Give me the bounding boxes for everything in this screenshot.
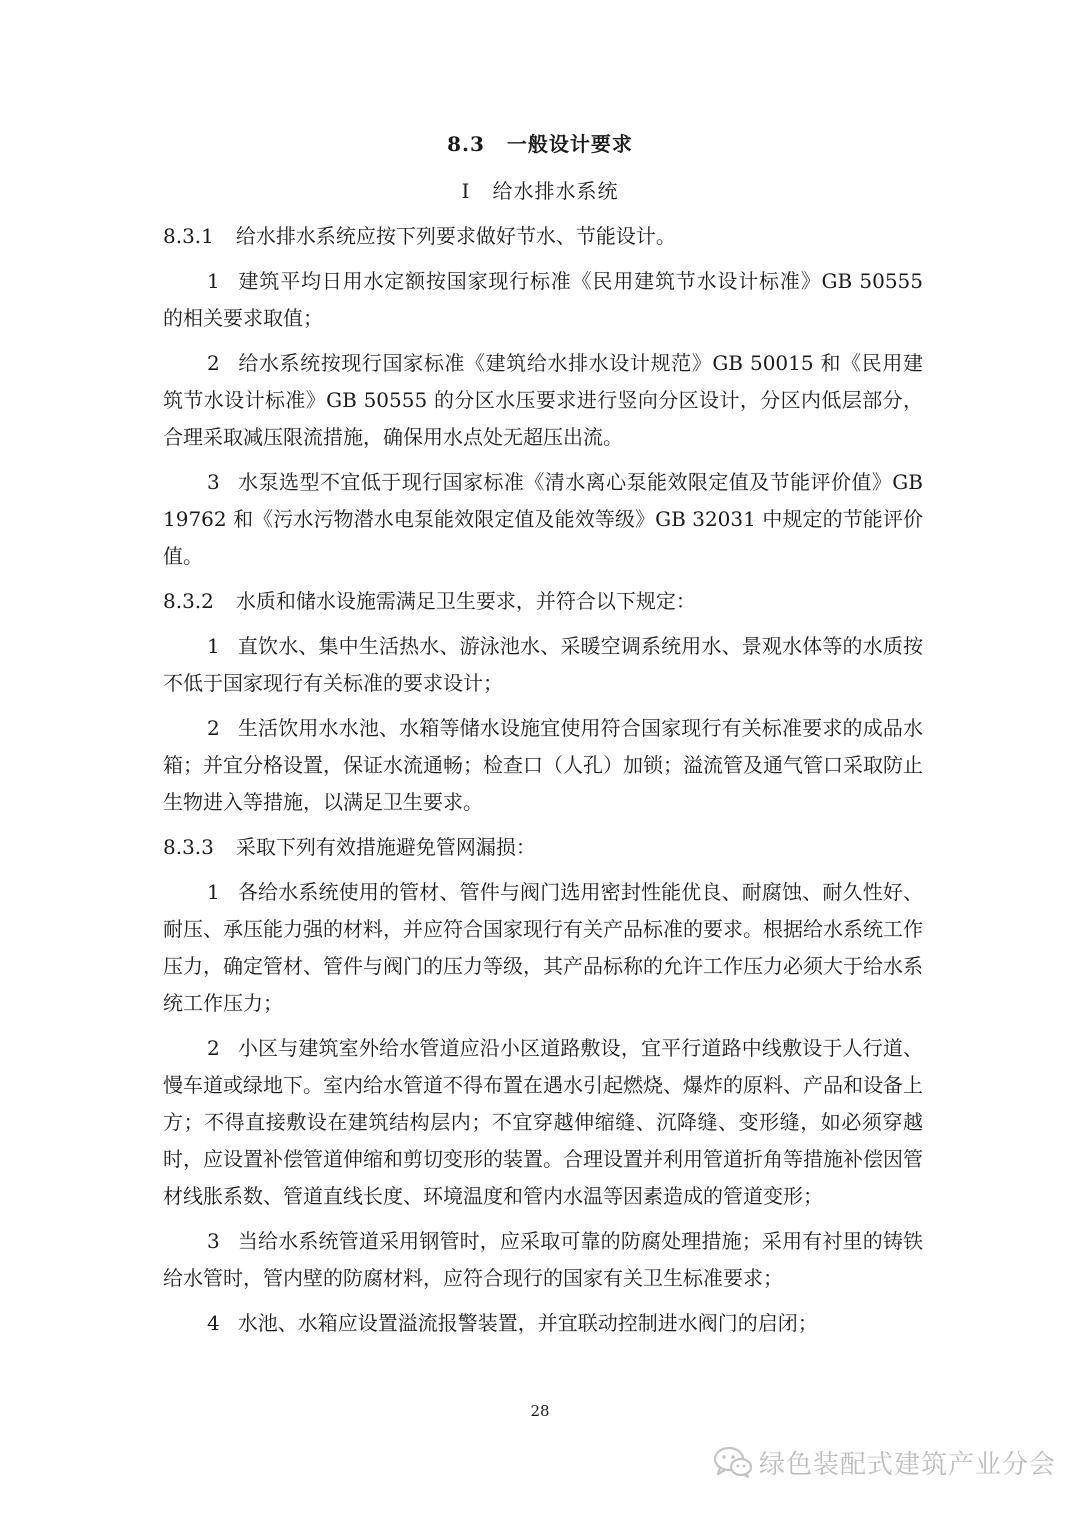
item-number: 1 — [207, 634, 220, 658]
clause-text: 采取下列有效措施避免管网漏损： — [235, 835, 536, 859]
page-number: 28 — [530, 1402, 550, 1420]
clause-text: 给水排水系统应按下列要求做好节水、节能设计。 — [235, 224, 676, 248]
section-heading — [0, 128, 1080, 157]
clause-item — [163, 1305, 923, 1342]
clause — [163, 829, 923, 866]
item-number: 2 — [207, 1036, 220, 1060]
clause — [163, 583, 923, 620]
item-number: 3 — [207, 470, 220, 494]
watermark-text: 绿色装配式建筑产业分会 — [759, 1449, 1057, 1480]
clause-item — [163, 263, 923, 337]
subsection-title: 给水排水系统 — [492, 179, 619, 203]
item-number: 4 — [207, 1311, 220, 1335]
section-title: 一般设计要求 — [506, 132, 633, 156]
clause-number: 8.3.3 — [163, 835, 214, 859]
item-number: 3 — [207, 1229, 220, 1253]
document-body — [163, 218, 923, 1350]
item-number: 2 — [207, 716, 220, 740]
clause-item — [163, 1030, 923, 1215]
clause-item — [163, 1223, 923, 1297]
watermark — [713, 1440, 1056, 1484]
item-text: 水池、水箱应设置溢流报警装置，并宜联动控制进水阀门的启闭； — [237, 1311, 818, 1335]
clause — [163, 218, 923, 255]
subsection-number: Ⅰ — [461, 179, 471, 203]
item-text: 小区与建筑室外给水管道应沿小区道路敷设，宜平行道路中线敷设于人行道、慢车道或绿地下。室内给水管道不得布置在遇水引起燃烧、爆炸的原料、产品和设备上方；不得直接敷设在建筑结构层内；不宜穿越伸缩缝、沉降缝、变形缝，如必须穿越时，应设置补偿管道伸缩和剪切变形的装置。合理设置并利用管道折角等措施补偿因管材线胀系数、管道直线长度、环境温度和管内水温等因素造成的管道变形； — [163, 1036, 923, 1208]
wechat-icon — [713, 1445, 753, 1479]
clause-number: 8.3.2 — [163, 589, 214, 613]
item-text: 当给水系统管道采用钢管时，应采取可靠的防腐处理措施；采用有衬里的铸铁给水管时，管内壁的防腐材料，应符合现行的国家有关卫生标准要求； — [163, 1229, 923, 1290]
item-number: 2 — [207, 351, 220, 375]
section-number: 8.3 — [447, 132, 485, 156]
clause-item — [163, 628, 923, 702]
clause-item — [163, 464, 923, 575]
item-text: 生活饮用水水池、水箱等储水设施宜使用符合国家现行有关标准要求的成品水箱；并宜分格设置，保证水流通畅；检查口（人孔）加锁；溢流管及通气管口采取防止生物进入等措施，以满足卫生要求。 — [163, 716, 923, 814]
item-text: 建筑平均日用水定额按国家现行标准《民用建筑节水设计标准》GB 50555 的相关要求取值； — [163, 269, 923, 330]
item-text: 各给水系统使用的管材、管件与阀门选用密封性能优良、耐腐蚀、耐久性好、耐压、承压能力强的材料，并应符合国家现行有关产品标准的要求。根据给水系统工作压力，确定管材、管件与阀门的压力等级，其产品标称的允许工作压力必须大于给水系统工作压力； — [163, 880, 923, 1015]
clause-item — [163, 710, 923, 821]
item-text: 直饮水、集中生活热水、游泳池水、采暖空调系统用水、景观水体等的水质按不低于国家现行有关标准的要求设计； — [163, 634, 923, 695]
item-number: 1 — [207, 880, 220, 904]
clause-text: 水质和储水设施需满足卫生要求，并符合以下规定： — [235, 589, 696, 613]
clause-item — [163, 345, 923, 456]
subsection-heading — [0, 175, 1080, 204]
item-text: 给水系统按现行国家标准《建筑给水排水设计规范》GB 50015 和《民用建筑节水设计标准》GB 50555 的分区水压要求进行竖向分区设计，分区内低层部分，合理采取减压限流措施，确保用水点处无超压出流。 — [163, 351, 923, 449]
clause-number: 8.3.1 — [163, 224, 214, 248]
item-text: 水泵选型不宜低于现行国家标准《清水离心泵能效限定值及节能评价值》GB 19762 和《污水污物潜水电泵能效限定值及能效等级》GB 32031 中规定的节能评价值。 — [163, 470, 923, 568]
clause-item — [163, 874, 923, 1022]
item-number: 1 — [207, 269, 220, 293]
